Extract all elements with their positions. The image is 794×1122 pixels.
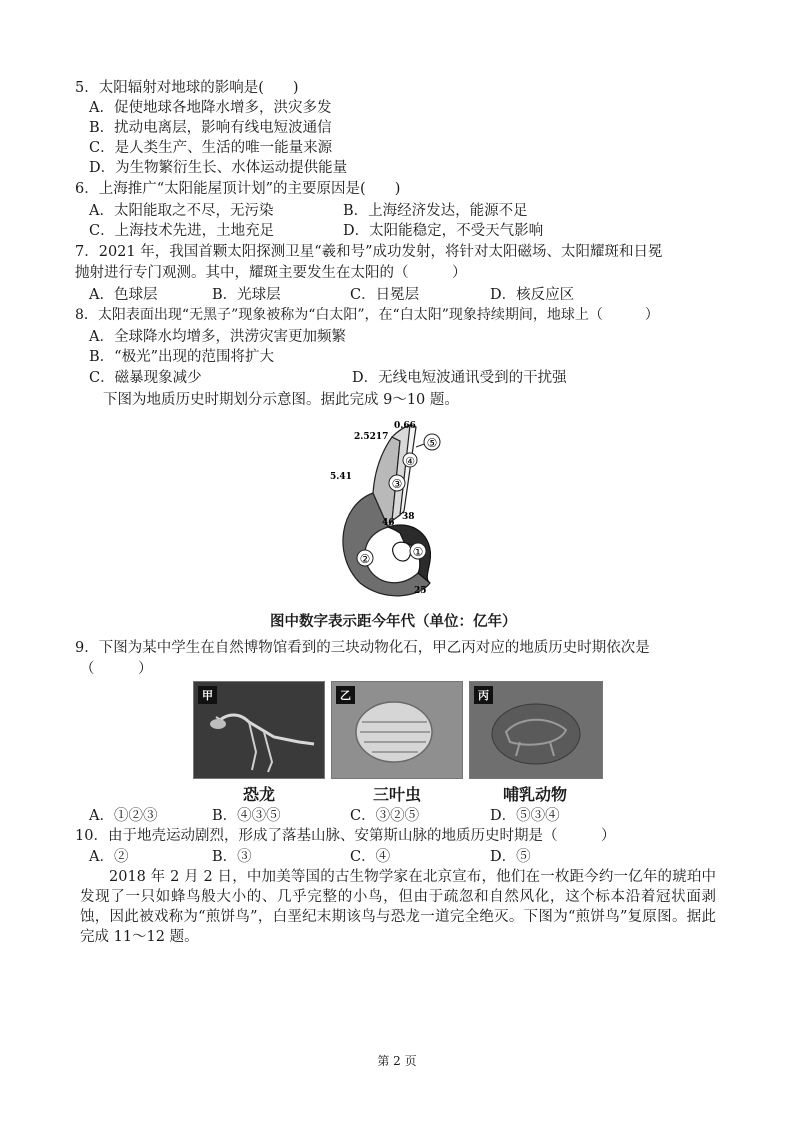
q9-option-d: D．⑤③④ — [490, 808, 560, 824]
fossil-photo-yi — [331, 681, 463, 779]
segment-label-4: ④ — [405, 455, 415, 468]
q9-stem-line2: （ ） — [80, 661, 153, 677]
q10-stem: 10．由于地壳运动剧烈，形成了落基山脉、安第斯山脉的地质历史时期是（ ） — [75, 828, 616, 844]
q10-option-c: C．④ — [350, 849, 391, 865]
age-label-46: 46 — [382, 518, 395, 528]
q8-option-c: C．磁暴现象减少 — [89, 370, 202, 386]
intro-9-10: 下图为地质历史时期划分示意图。据此完成 9～10 题。 — [103, 392, 459, 408]
age-label-5.41: 5.41 — [330, 472, 352, 482]
q7-option-d: D．核反应区 — [490, 287, 575, 303]
segment-label-1: ① — [412, 545, 424, 559]
photo-tag-yi: 乙 — [336, 686, 355, 704]
page-number: 第 2 页 — [377, 1054, 417, 1068]
q9-stem-line1: 9．下图为某中学生在自然博物馆看到的三块动物化石，甲乙丙对应的地质历史时期依次是 — [75, 640, 650, 656]
q7-stem-line2: 抛射进行专门观测。其中，耀斑主要发生在太阳的（ ） — [75, 265, 467, 281]
q6-option-a: A．太阳能取之不尽，无污染 — [89, 203, 274, 219]
q6-option-c: C．上海技术先进，土地充足 — [89, 223, 275, 239]
photo-label-mammal: 哺乳动物 — [502, 785, 567, 804]
q10-option-d: D．⑤ — [490, 849, 531, 865]
q5-option-d: D．为生物繁衍生长、水体运动提供能量 — [89, 160, 348, 176]
q5-option-c: C．是人类生产、生活的唯一能量来源 — [89, 140, 333, 156]
q7-option-a: A．色球层 — [89, 287, 158, 303]
photo-tag-bing: 丙 — [474, 686, 493, 704]
q5-option-b: B．扰动电离层，影响有线电短波通信 — [89, 120, 332, 136]
q8-option-a: A．全球降水均增多，洪涝灾害更加频繁 — [89, 329, 346, 345]
segment-label-2: ② — [359, 552, 371, 566]
q7-stem-line1: 7．2021 年，我国首颗太阳探测卫星“羲和号”成功发射，将针对太阳磁场、太阳耀斑和日冕 — [75, 244, 663, 260]
q6-option-d: D．太阳能稳定，不受天气影响 — [343, 223, 544, 239]
q7-option-c: C．日冕层 — [350, 287, 420, 303]
age-label-2.5217: 2.5217 — [354, 432, 389, 442]
age-label-25: 25 — [414, 586, 427, 596]
passage-11-12: 2018 年 2 月 2 日，中加美等国的古生物学家在北京宣布，他们在一枚距今约一亿年的琥珀中发现了一只如蜂鸟般大小的、几乎完整的小鸟，但由于疏忽和自然风化，这个标本沿着冠状面剥蚀，因此被戏称为“煎饼鸟”，白垩纪末期该鸟与恐龙一道完全绝灭。下图为“煎饼鸟”复原图。据此完成 11～12 题。 — [80, 869, 716, 945]
geologic-time-spiral-figure — [330, 415, 460, 605]
q10-option-a: A．② — [89, 849, 129, 865]
q5-option-a: A．促使地球各地降水增多，洪灾多发 — [89, 100, 332, 116]
photo-label-dinosaur: 恐龙 — [242, 785, 275, 804]
q9-option-a: A．①②③ — [89, 808, 158, 824]
q9-option-b: B．④③⑤ — [212, 808, 281, 824]
segment-label-5: ⑤ — [426, 436, 438, 450]
q8-stem: 8．太阳表面出现“无黑子”现象被称为“白太阳”，在“白太阳”现象持续期间，地球上（ ） — [75, 307, 659, 323]
q6-option-b: B．上海经济发达，能源不足 — [343, 203, 528, 219]
fossil-photo-bing — [469, 681, 603, 779]
q6-stem: 6．上海推广“太阳能屋顶计划”的主要原因是( ) — [75, 181, 401, 197]
age-label-0.66: 0.66 — [394, 421, 416, 431]
q5-stem: 5．太阳辐射对地球的影响是( ) — [75, 80, 299, 96]
q8-option-b: B．“极光”出现的范围将扩大 — [89, 349, 274, 365]
q9-option-c: C．③②⑤ — [350, 808, 420, 824]
figure-caption: 图中数字表示距今年代（单位：亿年） — [270, 613, 517, 630]
q10-option-b: B．③ — [212, 849, 252, 865]
fossil-photo-jia — [193, 681, 325, 779]
segment-label-3: ③ — [391, 477, 403, 491]
age-label-38: 38 — [402, 512, 415, 522]
photo-label-trilobite: 三叶虫 — [372, 785, 421, 804]
q7-option-b: B．光球层 — [212, 287, 281, 303]
photo-tag-jia: 甲 — [198, 686, 217, 704]
q8-option-d: D．无线电短波通讯受到的干扰强 — [352, 370, 567, 386]
